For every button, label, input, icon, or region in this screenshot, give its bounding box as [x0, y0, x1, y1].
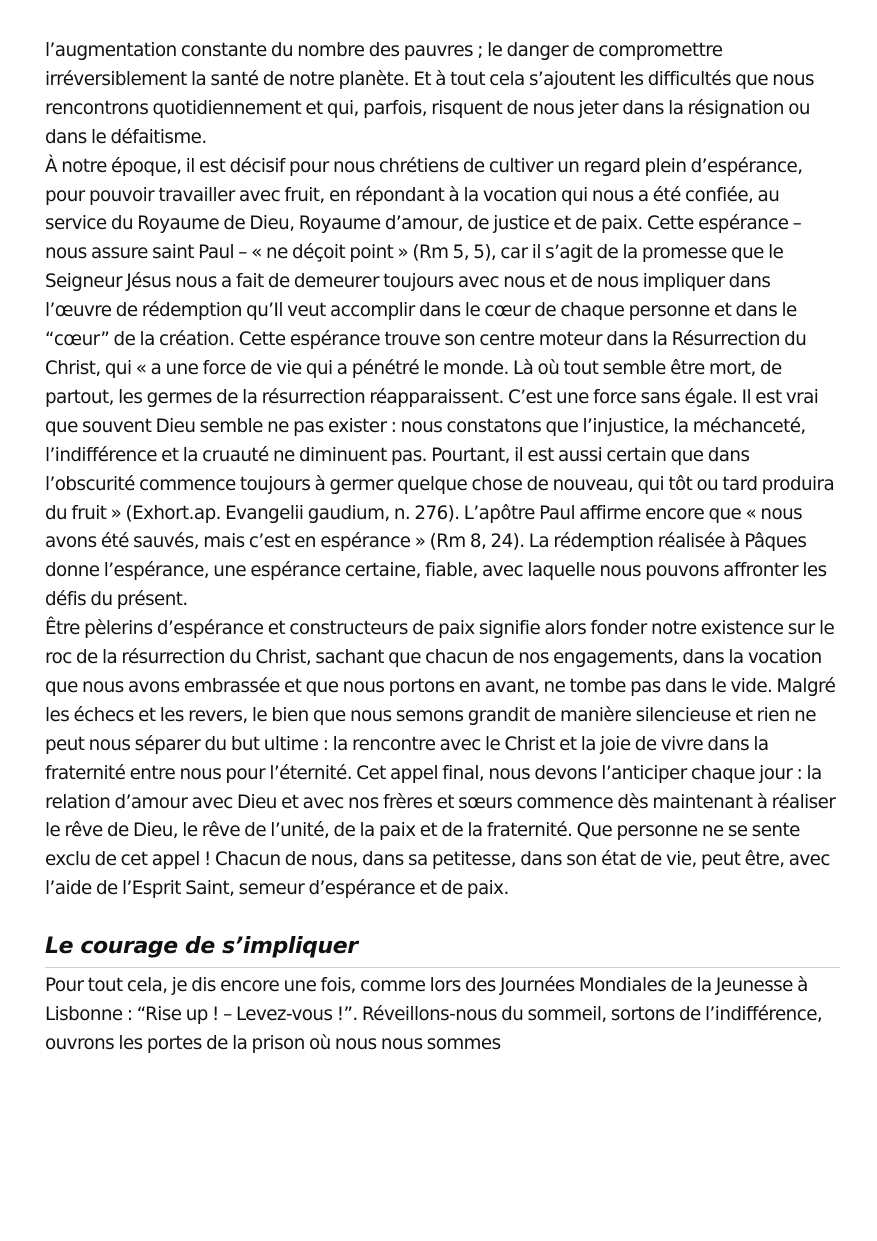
paragraph: À notre époque, il est décisif pour nous chrétiens de cultiver un regard plein d’espérance, pour pouvoir travailler avec fruit, en répondant à la vocation qui nous a été confiée, au service du Royaume de Dieu, Royaume d’amour, de justice et de paix. Cette espérance – nous assure saint Paul – « ne déçoit point » (Rm 5, 5), car il s’agit de la promesse que le Seigneur Jésus nous a fait de demeurer toujours avec nous et de nous impliquer dans l’œuvre de rédemption qu’Il veut accomplir dans le cœur de chaque personne et dans le “cœur” de la création. Cette espérance trouve son centre moteur dans la Résurrection du Christ, qui « a une force de vie qui a pénétré le monde. Là où tout semble être mort, de partout, les germes de la résurrection réapparaissent. C’est une force sans égale. Il est vrai que souvent Dieu semble ne pas exister : nous constatons que l’injustice, la méchanceté, l’indifférence et la cruauté ne diminuent pas. Pourtant, il est aussi certain que dans l’obscurité commence toujours à germer quelque chose de nouveau, qui tôt ou tard produira du fruit » (Exhort.ap. Evangelii gaudium, n. 276). L’apôtre Paul affirme encore que « nous avons été sauvés, mais c’est en espérance » (Rm 8, 24). La rédemption réalisée à Pâques donne l’espérance, une espérance certaine, fiable, avec laquelle nous pouvons affronter les défis du présent.: [45, 155, 835, 611]
section-heading: Le courage de s’impliquer: [45, 930, 840, 968]
paragraph: l’augmentation constante du nombre des pauvres ; le danger de compromettre irréversiblement la santé de notre planète. Et à tout cela s’ajoutent les difficultés que nous rencontrons quotidiennement et qui, parfois, risquent de nous jeter dans la résignation ou dans le défaitisme.: [45, 40, 814, 148]
paragraph: Être pèlerins d’espérance et constructeurs de paix signifie alors fonder notre existence sur le roc de la résurrection du Christ, sachant que chacun de nos engagements, dans la vocation que nous avons embrassée et que nous portons en avant, ne tombe pas dans le vide. Malgré les échecs et les revers, le bien que nous semons grandit de manière silencieuse et rien ne peut nous séparer du but ultime : la rencontre avec le Christ et la joie de vivre dans la fraternité entre nous pour l’éternité. Cet appel final, nous devons l’anticiper chaque jour : la relation d’amour avec Dieu et avec nos frères et sœurs commence dès maintenant à réaliser le rêve de Dieu, le rêve de l’unité, de la paix et de la fraternité. Que personne ne se sente exclu de cet appel ! Chacun de nous, dans sa petitesse, dans son état de vie, peut être, avec l’aide de l’Esprit Saint, semeur d’espérance et de paix.: [45, 618, 836, 900]
paragraph: Pour tout cela, je dis encore une fois, comme lors des Journées Mondiales de la Jeunesse à Lisbonne : “Rise up ! – Levez-vous !”. Réveillons-nous du sommeil, sortons de l’indifférence, ouvrons les portes de la prison où nous nous sommes: [45, 975, 823, 1054]
